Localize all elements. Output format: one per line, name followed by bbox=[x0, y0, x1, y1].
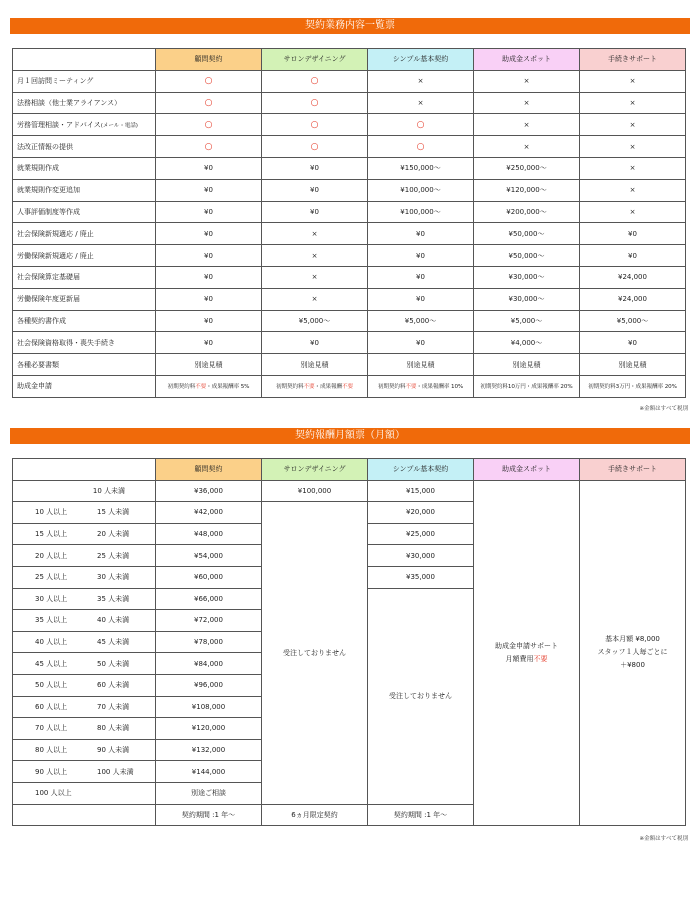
service-cell: ¥24,000 bbox=[580, 266, 686, 288]
support-line2: スタッフ１人毎ごとに bbox=[597, 648, 668, 657]
service-cell: ¥0 bbox=[580, 332, 686, 354]
service-cell: × bbox=[262, 288, 368, 310]
headcount-label bbox=[13, 696, 156, 718]
headcount-from: 30 人以上 bbox=[35, 594, 68, 603]
headcount-from: 45 人以上 bbox=[35, 659, 68, 668]
headcount-from: 10 人以上 bbox=[35, 508, 68, 517]
row-label-text: 社会保険資格取得・喪失手続き bbox=[17, 338, 115, 347]
row-label-text: 法改正情報の提供 bbox=[17, 142, 73, 151]
support-line1: 基本月額 ¥8,000 bbox=[605, 635, 660, 644]
advisory-fee: ¥120,000 bbox=[156, 718, 262, 740]
row-label bbox=[13, 136, 156, 158]
service-cell: ¥100,000〜 bbox=[368, 179, 474, 201]
headcount-from: 40 人以上 bbox=[35, 638, 68, 647]
service-cell: × bbox=[474, 92, 580, 114]
service-row bbox=[13, 201, 686, 223]
row-label bbox=[13, 310, 156, 332]
headcount-to: 35 人未満 bbox=[97, 594, 130, 603]
simple-fee: ¥30,000 bbox=[368, 545, 474, 567]
header-subsidy: 助成金スポット bbox=[474, 459, 580, 481]
header-blank bbox=[13, 49, 156, 71]
headcount-to: 50 人未満 bbox=[97, 659, 130, 668]
service-cell: × bbox=[262, 223, 368, 245]
service-cell: ¥250,000〜 bbox=[474, 157, 580, 179]
service-cell: × bbox=[474, 114, 580, 136]
service-row bbox=[13, 354, 686, 376]
contract-term: 6ヵ月限定契約 bbox=[262, 804, 368, 826]
service-cell: ¥200,000〜 bbox=[474, 201, 580, 223]
service-cell: ¥0 bbox=[368, 223, 474, 245]
service-cell: 別途見積 bbox=[156, 354, 262, 376]
row-label bbox=[13, 201, 156, 223]
service-cell: × bbox=[580, 92, 686, 114]
headcount-label bbox=[13, 545, 156, 567]
advisory-fee: ¥144,000 bbox=[156, 761, 262, 783]
headcount-label bbox=[13, 566, 156, 588]
header-subsidy: 助成金スポット bbox=[474, 49, 580, 71]
subsidy-free-text: 不要 bbox=[303, 384, 315, 391]
headcount-label bbox=[13, 588, 156, 610]
service-cell: ¥0 bbox=[156, 157, 262, 179]
service-row bbox=[13, 136, 686, 158]
service-cell: ¥0 bbox=[368, 266, 474, 288]
advisory-fee: ¥48,000 bbox=[156, 523, 262, 545]
row-label bbox=[13, 92, 156, 114]
row-label-text: 人事評価制度等作成 bbox=[17, 207, 80, 216]
service-cell: ¥0 bbox=[262, 157, 368, 179]
subsidy-text: 初期契約料 bbox=[276, 384, 304, 391]
simple-fee: ¥25,000 bbox=[368, 523, 474, 545]
headcount-from: 50 人以上 bbox=[35, 681, 68, 690]
row-label-text: 各種必要書類 bbox=[17, 360, 59, 369]
headcount-from: 70 人以上 bbox=[35, 724, 68, 733]
fee-row bbox=[13, 480, 686, 502]
service-cell: ¥50,000〜 bbox=[474, 223, 580, 245]
simple-fee: ¥15,000 bbox=[368, 480, 474, 502]
service-row bbox=[13, 245, 686, 267]
headcount-label bbox=[13, 761, 156, 783]
service-cell: ¥30,000〜 bbox=[474, 288, 580, 310]
service-row bbox=[13, 310, 686, 332]
headcount-from: 60 人以上 bbox=[35, 702, 68, 711]
service-cell: × bbox=[474, 136, 580, 158]
service-row bbox=[13, 179, 686, 201]
service-cell: ¥0 bbox=[262, 332, 368, 354]
row-label-text: 就業規則作変更追加 bbox=[17, 186, 80, 195]
header-simple: シンプル基本契約 bbox=[368, 49, 474, 71]
subsidy-monthly-line1: 助成金申請サポート bbox=[495, 641, 558, 650]
headcount-to: 90 人未満 bbox=[97, 746, 130, 755]
headcount-to: 100 人未満 bbox=[97, 767, 134, 776]
row-label-text: 月１回訪問ミーティング bbox=[17, 77, 94, 86]
row-label bbox=[13, 266, 156, 288]
headcount-to: 30 人未満 bbox=[97, 573, 130, 582]
subsidy-monthly-text: 月額費用 bbox=[505, 654, 534, 663]
service-cell: ○ bbox=[262, 70, 368, 92]
subsidy-free-text: 不要 bbox=[195, 384, 207, 391]
subsidy-text: 初期契約料 bbox=[167, 384, 196, 391]
service-cell: 別途見積 bbox=[262, 354, 368, 376]
service-cell: ¥0 bbox=[368, 288, 474, 310]
row-label bbox=[13, 354, 156, 376]
subsidy-text: 初期契約料 bbox=[377, 384, 406, 391]
simple-fee: ¥20,000 bbox=[368, 502, 474, 524]
subsidy-text: ・成果報酬率 5% bbox=[206, 384, 250, 391]
service-row bbox=[13, 114, 686, 136]
advisory-fee: ¥72,000 bbox=[156, 610, 262, 632]
subsidy-cell bbox=[368, 375, 474, 397]
service-cell: × bbox=[580, 157, 686, 179]
row-label bbox=[13, 245, 156, 267]
service-table bbox=[12, 48, 686, 398]
service-cell: ¥0 bbox=[156, 201, 262, 223]
subsidy-monthly bbox=[474, 480, 580, 826]
advisory-fee: ¥66,000 bbox=[156, 588, 262, 610]
service-cell: ¥0 bbox=[368, 332, 474, 354]
row-label-text: 社会保険新規適応 / 廃止 bbox=[17, 229, 94, 238]
service-cell: ○ bbox=[156, 70, 262, 92]
advisory-fee: ¥132,000 bbox=[156, 739, 262, 761]
service-cell: 別途見積 bbox=[368, 354, 474, 376]
service-cell: ○ bbox=[368, 114, 474, 136]
row-label bbox=[13, 288, 156, 310]
contract-term: 契約期間 :1 年〜 bbox=[156, 804, 262, 826]
row-label bbox=[13, 223, 156, 245]
service-cell: ○ bbox=[156, 92, 262, 114]
service-cell: × bbox=[580, 201, 686, 223]
header-support: 手続きサポート bbox=[580, 49, 686, 71]
service-cell: × bbox=[368, 92, 474, 114]
service-cell: ¥0 bbox=[368, 245, 474, 267]
subsidy-monthly-free: 不要 bbox=[533, 654, 548, 663]
headcount-to: 80 人未満 bbox=[97, 724, 130, 733]
advisory-fee: ¥42,000 bbox=[156, 502, 262, 524]
row-label-text: 就業規則作成 bbox=[17, 164, 59, 173]
service-cell: × bbox=[580, 136, 686, 158]
service-cell: ¥100,000〜 bbox=[368, 201, 474, 223]
subsidy-row bbox=[13, 375, 686, 397]
service-cell: 別途見積 bbox=[580, 354, 686, 376]
headcount-label bbox=[13, 631, 156, 653]
service-cell: ¥0 bbox=[156, 245, 262, 267]
header-support: 手続きサポート bbox=[580, 459, 686, 481]
row-label bbox=[13, 332, 156, 354]
headcount-label bbox=[13, 502, 156, 524]
row-label bbox=[13, 157, 156, 179]
headcount-label bbox=[13, 523, 156, 545]
subsidy-text: ・成果報酬 bbox=[314, 384, 342, 391]
row-label-text: 社会保険算定基礎届 bbox=[17, 273, 80, 282]
headcount-from: 35 人以上 bbox=[35, 616, 68, 625]
service-cell: ¥0 bbox=[156, 310, 262, 332]
header-salon: サロンデザイニング bbox=[262, 49, 368, 71]
service-row bbox=[13, 157, 686, 179]
service-header-row bbox=[13, 49, 686, 71]
service-cell: ¥0 bbox=[156, 332, 262, 354]
service-cell: ¥0 bbox=[580, 223, 686, 245]
row-label bbox=[13, 70, 156, 92]
service-cell: × bbox=[580, 114, 686, 136]
subsidy-monthly-line2 bbox=[476, 653, 577, 666]
service-cell: ○ bbox=[156, 136, 262, 158]
headcount-to: 25 人未満 bbox=[97, 551, 130, 560]
advisory-fee: ¥60,000 bbox=[156, 566, 262, 588]
headcount-from: 25 人以上 bbox=[35, 573, 68, 582]
headcount-to: 40 人未満 bbox=[97, 616, 130, 625]
headcount-label bbox=[13, 718, 156, 740]
service-cell: ¥120,000〜 bbox=[474, 179, 580, 201]
salon-not-accepted: 受注しておりません bbox=[262, 502, 368, 804]
row-label-text: 労働保険年度更新届 bbox=[17, 295, 80, 304]
simple-not-accepted: 受注しておりません bbox=[368, 588, 474, 804]
service-cell: ¥0 bbox=[156, 288, 262, 310]
row-label-text: 労働保険新規適応 / 廃止 bbox=[17, 251, 94, 260]
service-cell: ¥150,000〜 bbox=[368, 157, 474, 179]
section2-title: 契約報酬月額票（月額） bbox=[10, 428, 690, 444]
service-cell: ¥0 bbox=[156, 223, 262, 245]
advisory-fee: ¥36,000 bbox=[156, 480, 262, 502]
headcount-label bbox=[13, 610, 156, 632]
headcount-from: 80 人以上 bbox=[35, 746, 68, 755]
headcount-to: 60 人未満 bbox=[97, 681, 130, 690]
header-advisory: 顧問契約 bbox=[156, 49, 262, 71]
service-cell: ¥0 bbox=[156, 179, 262, 201]
row-label bbox=[13, 114, 156, 136]
subsidy-cell bbox=[262, 375, 368, 397]
row-label-text: 法務相談（他士業アライアンス） bbox=[17, 98, 122, 107]
service-row bbox=[13, 288, 686, 310]
advisory-fee: ¥96,000 bbox=[156, 674, 262, 696]
service-cell: 別途見積 bbox=[474, 354, 580, 376]
simple-fee: ¥35,000 bbox=[368, 566, 474, 588]
subsidy-cell: 初期契約料3万円・成果報酬率 20% bbox=[580, 375, 686, 397]
support-monthly bbox=[580, 480, 686, 826]
service-cell: ¥5,000〜 bbox=[580, 310, 686, 332]
advisory-fee: ¥54,000 bbox=[156, 545, 262, 567]
support-line3: ＋¥800 bbox=[620, 661, 645, 670]
fee-table bbox=[12, 458, 686, 826]
headcount-label bbox=[13, 674, 156, 696]
service-cell: × bbox=[368, 70, 474, 92]
row-label-note: (メール・電話) bbox=[100, 122, 138, 129]
advisory-fee: ¥78,000 bbox=[156, 631, 262, 653]
header-advisory: 顧問契約 bbox=[156, 459, 262, 481]
subsidy-text: ・成果報酬率 10% bbox=[416, 384, 464, 391]
header-simple: シンプル基本契約 bbox=[368, 459, 474, 481]
service-cell: ○ bbox=[156, 114, 262, 136]
service-cell: ¥0 bbox=[580, 245, 686, 267]
header-salon: サロンデザイニング bbox=[262, 459, 368, 481]
service-cell: ¥0 bbox=[262, 179, 368, 201]
service-cell: ¥50,000〜 bbox=[474, 245, 580, 267]
service-cell: ¥5,000〜 bbox=[368, 310, 474, 332]
service-cell: × bbox=[262, 245, 368, 267]
subsidy-cell: 初期契約料10万円・成果報酬率 20% bbox=[474, 375, 580, 397]
service-cell: ¥30,000〜 bbox=[474, 266, 580, 288]
headcount-from: 90 人以上 bbox=[35, 767, 68, 776]
service-cell: × bbox=[580, 70, 686, 92]
advisory-fee: ¥108,000 bbox=[156, 696, 262, 718]
headcount-to: 15 人未満 bbox=[97, 508, 130, 517]
section1-note: ※金額はすべて税別 bbox=[639, 406, 688, 412]
service-cell: ¥5,000〜 bbox=[474, 310, 580, 332]
headcount-label bbox=[13, 739, 156, 761]
service-cell: ¥0 bbox=[156, 266, 262, 288]
contract-term: 契約期間 :1 年〜 bbox=[368, 804, 474, 826]
advisory-fee: ¥84,000 bbox=[156, 653, 262, 675]
section2-note: ※金額はすべて税別 bbox=[639, 836, 688, 842]
salon-fee: ¥100,000 bbox=[262, 480, 368, 502]
headcount-from: 20 人以上 bbox=[35, 551, 68, 560]
row-label-text: 労務管理相談・アドバイス bbox=[17, 120, 101, 129]
headcount-label: 10 人未満 bbox=[13, 480, 156, 502]
headcount-from: 15 人以上 bbox=[35, 530, 68, 539]
service-cell: ○ bbox=[262, 114, 368, 136]
headcount-label bbox=[13, 653, 156, 675]
row-label-text: 各種契約書作成 bbox=[17, 316, 66, 325]
service-cell: ○ bbox=[262, 92, 368, 114]
service-cell: ¥4,000〜 bbox=[474, 332, 580, 354]
headcount-to: 70 人未満 bbox=[97, 702, 130, 711]
section1-title: 契約業務内容一覧票 bbox=[10, 18, 690, 34]
subsidy-free-text: 不要 bbox=[405, 384, 417, 391]
service-cell: ¥24,000 bbox=[580, 288, 686, 310]
service-row bbox=[13, 92, 686, 114]
subsidy-free-text: 不要 bbox=[341, 384, 353, 391]
header-blank bbox=[13, 459, 156, 481]
service-row bbox=[13, 70, 686, 92]
advisory-fee: 別途ご相談 bbox=[156, 782, 262, 804]
fee-header-row bbox=[13, 459, 686, 481]
headcount-label: 100 人以上 bbox=[13, 782, 156, 804]
service-row bbox=[13, 223, 686, 245]
headcount-to: 20 人未満 bbox=[97, 530, 130, 539]
service-cell: × bbox=[580, 179, 686, 201]
service-row bbox=[13, 266, 686, 288]
subsidy-cell bbox=[156, 375, 262, 397]
service-cell: ○ bbox=[368, 136, 474, 158]
service-cell: × bbox=[474, 70, 580, 92]
row-label: 助成金申請 bbox=[13, 375, 156, 397]
service-cell: ¥5,000〜 bbox=[262, 310, 368, 332]
term-blank bbox=[13, 804, 156, 826]
service-cell: ¥0 bbox=[262, 201, 368, 223]
service-row bbox=[13, 332, 686, 354]
service-cell: ○ bbox=[262, 136, 368, 158]
headcount-to: 45 人未満 bbox=[97, 638, 130, 647]
service-cell: × bbox=[262, 266, 368, 288]
row-label bbox=[13, 179, 156, 201]
